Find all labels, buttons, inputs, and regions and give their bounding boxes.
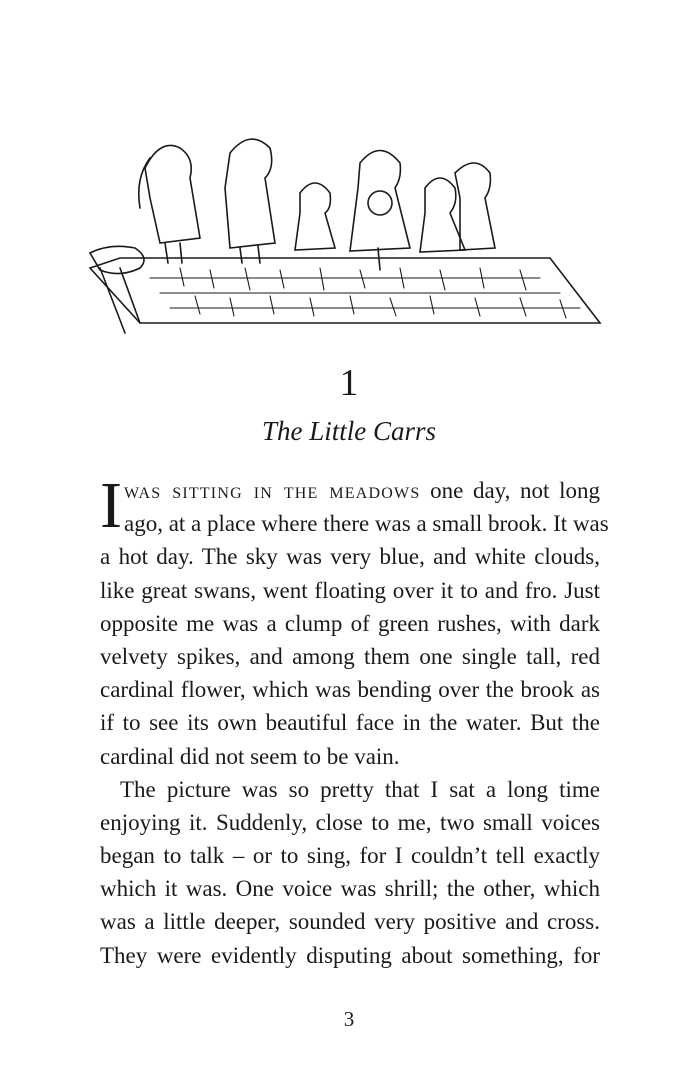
text-line: They were evidently disputing about something, for <box>100 942 600 968</box>
text-line: The picture was so pretty that I sat a long time <box>120 776 600 802</box>
text-line: which it was. One voice was shrill; the other, which <box>100 876 600 902</box>
text-line: was a little deeper, sounded very positive and cross. <box>100 909 600 935</box>
chapter-number: 1 <box>339 362 359 404</box>
children-on-roof-illustration <box>80 118 610 353</box>
text-line: like great swans, went floating over it to and fro. Just <box>100 577 600 603</box>
text-line: cardinal flower, which was bending over the brook as <box>100 677 600 703</box>
text-line: velvety spikes, and among them one single tall, red <box>100 643 600 669</box>
text-line: opposite me was a clump of green rushes, with dark <box>100 610 600 636</box>
chapter-title: The Little Carrs <box>261 416 437 446</box>
text-line: cardinal did not seem to be vain. <box>100 743 400 769</box>
small-caps-lead: was sitting in the meadows <box>124 478 421 503</box>
text-line: if to see its own beautiful face in the water. But the <box>100 710 600 736</box>
text-line: ago, at a place where there was a small brook. It was <box>124 511 609 537</box>
paragraph-1-opening <box>100 469 609 542</box>
text-line: began to talk – or to sing, for I couldn’t tell exactly <box>100 843 600 869</box>
drop-cap: I <box>100 469 122 542</box>
text-line: enjoying it. Suddenly, close to me, two small voices <box>100 809 600 835</box>
line-text: one day, not long <box>420 478 600 503</box>
text-line: a hot day. The sky was very blue, and white clouds, <box>100 544 600 570</box>
illustration-svg <box>80 118 610 353</box>
text-line <box>100 474 600 507</box>
page-number: 3 <box>343 1007 355 1031</box>
body-text <box>100 469 609 972</box>
